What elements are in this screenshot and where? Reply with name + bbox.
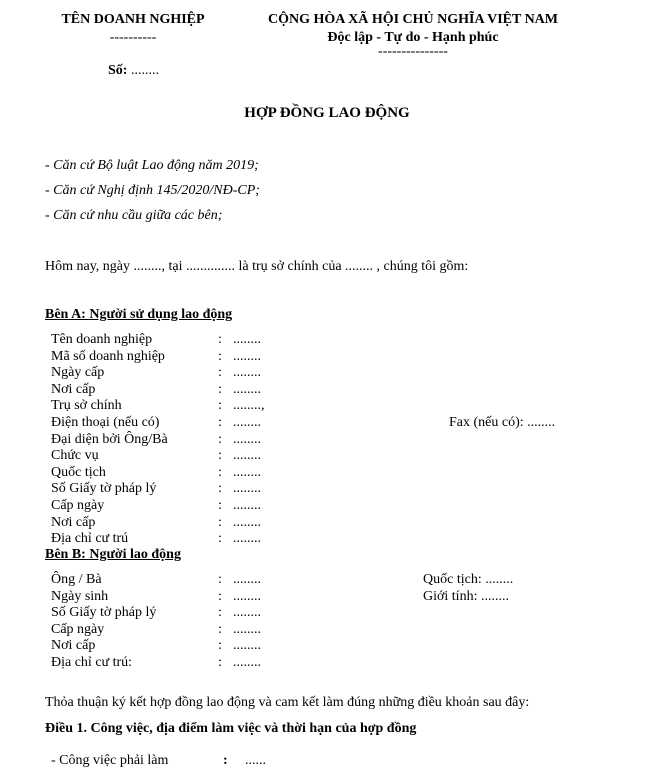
document-number-value: ........ — [130, 63, 159, 78]
party-b-field-label: Ngày sinh — [51, 588, 109, 604]
party-b-field-label: Cấp ngày — [51, 621, 105, 637]
party-a-field-colon: : — [218, 498, 222, 513]
document-title: HỢP ĐỒNG LAO ĐỘNG — [244, 105, 410, 121]
party-b-field-value: ........ — [233, 572, 261, 587]
party-b-field-value: ........ — [233, 655, 261, 670]
party-a-field-value: ........ — [233, 348, 261, 364]
party-b-field-label: Số Giấy tờ pháp lý — [51, 605, 157, 621]
party-a-field-colon: : — [218, 464, 222, 480]
party-a-field-label: Tên doanh nghiệp — [51, 332, 153, 347]
document-number — [108, 63, 159, 79]
intro-paragraph: Hôm nay, ngày ........, tại .............. là trụ sở chính của ........ , chúng tôi gồm: — [45, 259, 469, 274]
party-a-field-value: ........ — [233, 448, 261, 464]
party-b-field-value: ........ — [233, 605, 261, 621]
article-1-title: Điều 1. Công việc, địa điểm làm việc và thời hạn của hợp đồng — [45, 721, 417, 736]
party-b-field-value: ........ — [233, 638, 261, 654]
party-a-field-label: Điện thoại (nếu có) — [51, 415, 160, 430]
party-a-field-value: ........ — [233, 431, 261, 447]
party-a-field-colon: : — [218, 431, 222, 447]
document-number-label: Số: — [108, 63, 128, 78]
party-a-field-value: ........ — [233, 514, 261, 530]
party-a-field-label: Quốc tịch — [51, 464, 106, 480]
party-a-field-value: ........ — [233, 415, 261, 430]
party-b-field-colon: : — [218, 655, 222, 670]
party-a-field-colon: : — [218, 398, 222, 414]
party-b-field-label: Địa chỉ cư trú: — [51, 655, 133, 670]
party-b-field-colon: : — [218, 588, 222, 604]
party-a-field-colon: : — [218, 381, 222, 397]
party-a-field-label: Nơi cấp — [51, 381, 96, 397]
job-label: - Công việc phải làm — [51, 753, 169, 768]
party-a-field-label: Ngày cấp — [51, 365, 105, 381]
legal-basis-1: - Căn cứ Bộ luật Lao động năm 2019; — [45, 158, 259, 173]
party-a-field-value: ........ — [233, 332, 261, 347]
party-b-nationality: Quốc tịch: ........ — [423, 572, 514, 587]
legal-basis-2: - Căn cứ Nghị định 145/2020/NĐ-CP; — [45, 183, 260, 198]
party-a-field-label: Trụ sở chính — [51, 398, 122, 414]
party-a-field-label: Chức vụ — [51, 448, 99, 464]
party-a-fax: Fax (nếu có): ........ — [449, 415, 556, 430]
job-colon: : — [223, 753, 228, 768]
party-a-field-colon: : — [218, 514, 222, 530]
party-b-field-colon: : — [218, 638, 222, 654]
party-a-field-label: Số Giấy tờ pháp lý — [51, 481, 157, 497]
party-a-field-value: ........ — [233, 365, 261, 381]
party-a-field-colon: : — [218, 531, 222, 547]
party-b-field-colon: : — [218, 621, 222, 637]
party-a-field-label: Mã số doanh nghiệp — [51, 348, 165, 364]
party-a-heading: Bên A: Người sử dụng lao động — [45, 307, 233, 322]
agreement-statement: Thỏa thuận ký kết hợp đồng lao động và cam kết làm đúng những điều khoản sau đây: — [45, 695, 530, 710]
party-b-heading: Bên B: Người lao động — [45, 547, 181, 562]
party-a-field-value: ........ — [233, 531, 261, 547]
party-a-field-colon: : — [218, 348, 222, 364]
party-b-field-value: ........ — [233, 588, 261, 604]
party-a-field-colon: : — [218, 332, 222, 347]
republic-title: CỘNG HÒA XÃ HỘI CHỦ NGHĨA VIỆT NAM — [267, 12, 559, 27]
party-a-field-value: ........ — [233, 481, 261, 497]
motto-dashes: --------------- — [378, 44, 448, 59]
company-name-dashes: ---------- — [109, 30, 157, 45]
party-a-field-value: ........ — [233, 498, 261, 513]
party-b-field-value: ........ — [233, 621, 261, 637]
company-name-label: TÊN DOANH NGHIỆP — [61, 12, 205, 27]
party-a-field-label: Địa chỉ cư trú — [51, 531, 129, 547]
party-a-field-colon: : — [218, 448, 222, 464]
party-b-field-label: Ông / Bà — [51, 572, 102, 587]
party-a-field-value: ........, — [233, 398, 265, 414]
party-b-field-colon: : — [218, 572, 222, 587]
party-b-gender: Giới tính: ........ — [423, 589, 509, 604]
party-b-field-label: Nơi cấp — [51, 638, 96, 654]
job-value: ...... — [245, 753, 266, 768]
party-a-field-label: Nơi cấp — [51, 514, 96, 530]
party-a-field-colon: : — [218, 365, 222, 381]
party-b-field-colon: : — [218, 605, 222, 621]
party-a-field-label: Cấp ngày — [51, 498, 105, 513]
party-a-field-value: ........ — [233, 381, 261, 397]
party-a-field-label: Đại diện bởi Ông/Bà — [51, 431, 168, 447]
legal-basis-3: - Căn cứ nhu cầu giữa các bên; — [45, 208, 223, 223]
national-motto: Độc lập - Tự do - Hạnh phúc — [327, 30, 499, 45]
party-a-field-colon: : — [218, 481, 222, 497]
party-a-field-colon: : — [218, 415, 222, 430]
party-a-field-value: ........ — [233, 464, 261, 480]
